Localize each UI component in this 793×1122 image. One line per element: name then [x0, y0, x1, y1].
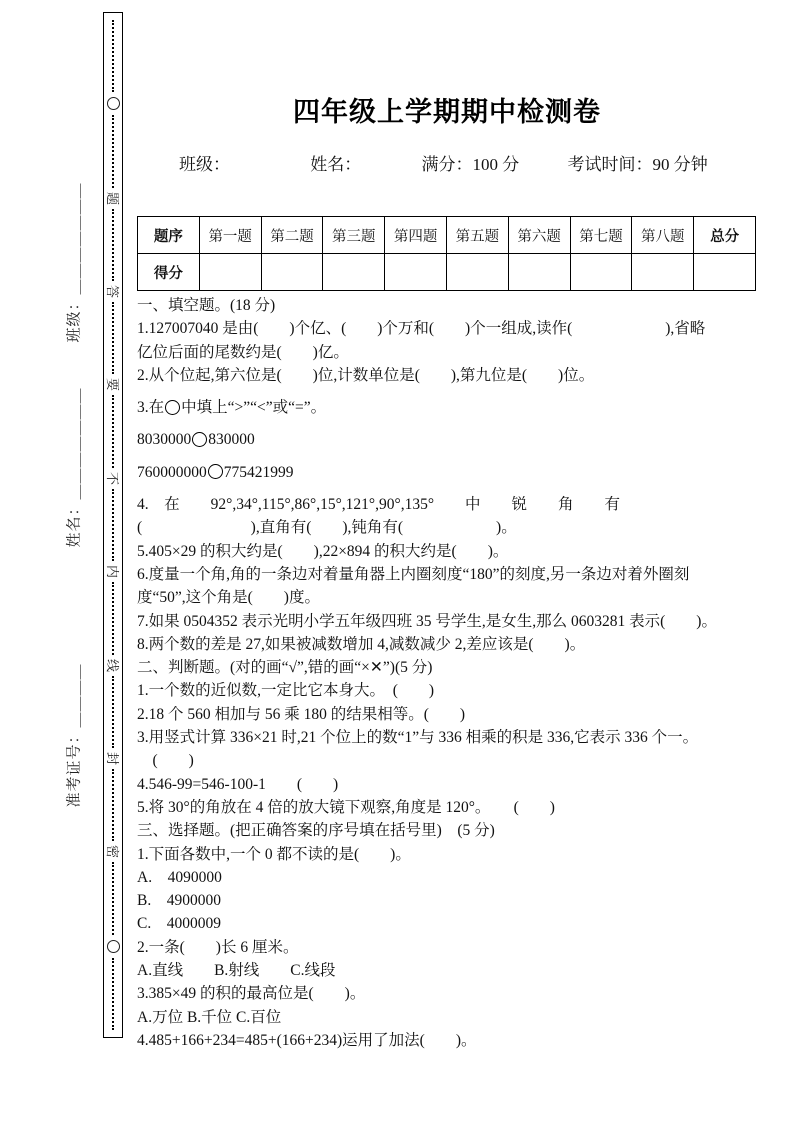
body-line: 6.度量一个角,角的一条边对着量角器上内圈刻度“180”的刻度,另一条边对着外圈刻 — [137, 565, 690, 583]
score-table-header-cell: 第七题 — [570, 217, 632, 254]
seal-char: 答 — [105, 285, 121, 299]
score-cell[interactable] — [446, 254, 508, 291]
seal-char: 不 — [105, 471, 121, 485]
score-table-header-row — [138, 217, 756, 254]
body-line: 4.546-99=546-100-1 ( ) — [137, 775, 339, 793]
score-table-score-row — [138, 254, 756, 291]
seal-circle-icon — [107, 940, 120, 953]
seal-dotted-segment — [112, 958, 114, 1030]
score-cell[interactable] — [199, 254, 261, 291]
seal-dotted-segment — [112, 209, 114, 281]
score-cell[interactable] — [570, 254, 632, 291]
circle-blank-icon[interactable] — [165, 400, 180, 415]
score-table-header-cell: 第八题 — [632, 217, 694, 254]
score-cell[interactable] — [632, 254, 694, 291]
score-cell[interactable] — [385, 254, 447, 291]
seal-char: 内 — [105, 565, 121, 579]
body-line: 度“50”,这个角是( )度。 — [137, 589, 320, 607]
body-line: ( ),直角有( ),钝角有( )。 — [137, 519, 517, 537]
body-line: 4. 在 92°,34°,115°,86°,15°,121°,90°,135° 中 锐 角 有 — [137, 496, 621, 514]
exam-info-line — [137, 150, 777, 175]
body-line: 亿位后面的尾数约是( )亿。 — [137, 343, 349, 361]
info-full-score: 满分：100 分 — [421, 155, 520, 174]
score-table-header-cell: 题序 — [138, 217, 200, 254]
score-row-label: 得分 — [138, 254, 200, 291]
body-line: 7.如果 0504352 表示光明小学五年级四班 35 号学生,是女生,那么 0603281 表示( )。 — [137, 612, 717, 630]
seal-dotted-segment — [112, 582, 114, 654]
seal-char: 要 — [105, 378, 121, 392]
page-title: 四年级上学期期中检测卷 — [293, 97, 601, 127]
seal-line-box — [103, 12, 123, 1038]
body-line: 3.用竖式计算 336×21 时,21 个位上的数“1”与 336 相乘的积是 336,它表示 336 个一。 — [137, 729, 699, 747]
body-line: 二、判断题。(对的画“√”,错的画“×✕”)(5 分) — [137, 659, 433, 677]
seal-dotted-segment — [112, 769, 114, 841]
seal-char: 封 — [105, 751, 121, 765]
body-line: 2.从个位起,第六位是( )位,计数单位是( ),第九位是( )位。 — [137, 366, 595, 384]
score-cell[interactable] — [508, 254, 570, 291]
seal-dotted-segment — [112, 489, 114, 561]
seal-dotted-segment — [112, 115, 114, 187]
score-table-header-cell: 第二题 — [261, 217, 323, 254]
seal-char: 密 — [105, 845, 121, 859]
seal-char: 题 — [105, 191, 121, 205]
seal-dotted-segment — [112, 862, 114, 934]
info-name-label: 姓名： — [310, 155, 362, 174]
score-cell[interactable] — [323, 254, 385, 291]
body-line: 3.385×49 的积的最高位是( )。 — [137, 985, 366, 1003]
body-line: 8.两个数的差是 27,如果被减数增加 4,减数减少 2,差应该是( )。 — [137, 635, 586, 653]
score-table-header-cell: 第四题 — [385, 217, 447, 254]
body-line: 5.405×29 的积大约是( ),22×894 的积大约是( )。 — [137, 542, 509, 560]
body-line: 三、选择题。(把正确答案的序号填在括号里) (5 分) — [137, 822, 495, 840]
body-line: B. 4900000 — [137, 892, 221, 910]
body-line: C. 4000009 — [137, 915, 221, 933]
score-table-header-cell: 第三题 — [323, 217, 385, 254]
body-line: A. 4090000 — [137, 868, 222, 886]
body-line: 8030000 830000 — [137, 431, 255, 449]
side-label-name: 姓名：＿＿＿＿＿＿＿ — [66, 387, 83, 548]
body-line: A.万位 B.千位 C.百位 — [137, 1008, 282, 1026]
seal-dotted-segment — [112, 395, 114, 467]
score-table-header-cell: 总分 — [694, 217, 756, 254]
body-line: ( ) — [137, 752, 194, 770]
body-line: 4.485+166+234=485+(166+234)运用了加法( )。 — [137, 1031, 477, 1049]
seal-char: 线 — [105, 658, 121, 672]
score-cell[interactable] — [261, 254, 323, 291]
side-label-class: 班级：＿＿＿＿＿＿＿ — [66, 182, 83, 343]
body-line: 一、填空题。(18 分) — [137, 297, 276, 314]
score-table — [137, 216, 756, 291]
seal-circle-icon — [107, 97, 120, 110]
side-label-exam-number: 准考证号：＿＿＿＿ — [66, 663, 83, 808]
question-body — [137, 294, 765, 1052]
body-line: 2.18 个 560 相加与 56 乘 180 的结果相等。( ) — [137, 705, 466, 723]
circle-blank-icon[interactable] — [208, 464, 223, 479]
body-line: 5.将 30°的角放在 4 倍的放大镜下观察,角度是 120°。 ( ) — [137, 798, 555, 816]
score-cell[interactable] — [694, 254, 756, 291]
seal-dotted-segment — [112, 676, 114, 748]
body-line: 1.下面各数中,一个 0 都不读的是( )。 — [137, 845, 411, 863]
score-table-header-cell: 第一题 — [199, 217, 261, 254]
info-exam-duration: 考试时间：90 分钟 — [567, 155, 708, 174]
body-line: 1.一个数的近似数,一定比它本身大。 ( ) — [137, 682, 435, 700]
body-line: 1.127007040 是由( )个亿、( )个万和( )个一组成,读作( ),省略 — [137, 320, 706, 338]
circle-blank-icon[interactable] — [192, 432, 207, 447]
seal-dotted-segment — [112, 302, 114, 374]
info-class-label: 班级： — [179, 155, 230, 174]
score-table-header-cell: 第五题 — [446, 217, 508, 254]
score-table-header-cell: 第六题 — [508, 217, 570, 254]
body-line: 3.在 中填上“>”“<”或“=”。 — [137, 399, 327, 417]
body-line: 2.一条( )长 6 厘米。 — [137, 938, 299, 956]
body-line: 760000000 775421999 — [137, 463, 294, 481]
body-line: A.直线 B.射线 C.线段 — [137, 962, 336, 980]
seal-dotted-segment — [112, 20, 114, 92]
